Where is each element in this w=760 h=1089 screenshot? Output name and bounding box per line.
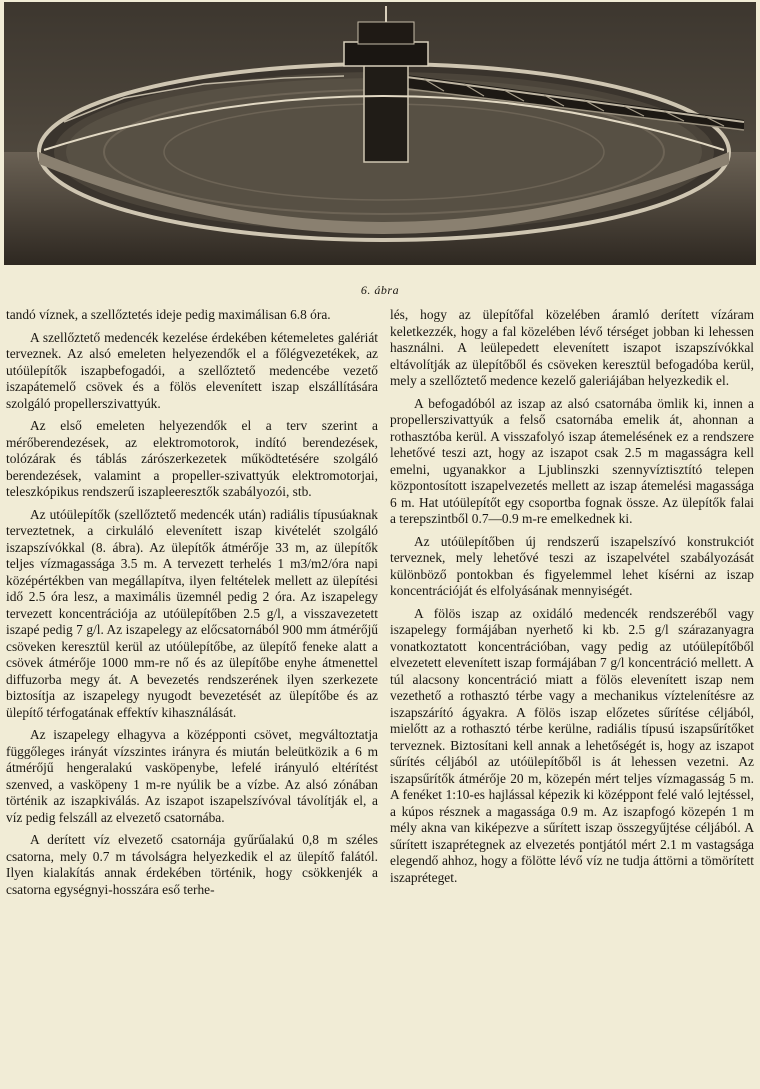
paragraph: lés, hogy az ülepítőfal közelében áramló derített vízáram keletkezzék, hogy a fal közelében lévő térséget jobban ki lehessen használni. A leülepedett elevenített iszapot iszapszívókkal eltávolítják az ülepítőből és csöveken keresztül befogadóba kerül, mely a szellőztető medence kezelő galeriájában helyezkedik el. (390, 307, 754, 388)
paragraph: A befogadóból az iszap az alsó csatornába ömlik ki, innen a propellerszivattyúk a felső csatornába emelik át, ahonnan a rothasztóba kerül. A visszafolyó iszap átemelésének ez a rendszere lehetővé teszi azt, hogy az iszapot csak 2.5 m magasságra kell emelni, ugyanakkor a Ljublinszki szennyvíztisztító telepen központosított iszapelvezetés mellett az iszap átemelési magassága 6 m. Hat utóülepítőt egy csoportba fognak össze. Az ülepítők falai a terepszintből 0.7—0.9 m-re emelkednek ki. (390, 395, 754, 526)
paragraph: Az első emeleten helyezendők el a terv szerint a mérőberendezések, az elektromotorok, indító berendezések, tolózárak és táblás zárószerkezetek működtetésére szolgáló berendezések, valamint a propeller-szivattyúk elektromotorjai, teleszkópikus rendszerű iszapleeresztők szabályozói, stb. (6, 418, 378, 499)
clarifier-photo (4, 2, 756, 265)
paragraph: A derített víz elvezető csatornája gyűrűalakú 0,8 m széles csatorna, mely 0.7 m távolságra helyezkedik el az ülepítő falától. Ilyen kialakítás annak érdekében történik, hogy csökkenjék a csatorna egységnyi-hosszára eső terhe- (6, 832, 378, 897)
paragraph: A szellőztető medencék kezelése érdekében kétemeletes galériát terveznek. Az alsó emeleten helyezendők el a főlégvezetékek, az utóülepítők iszapbefogadói, a szellőztető medencébe vezető iszapátemelő csövek és a fölös elevenített iszap elszállítására szolgáló propellerszivattyúk. (6, 329, 378, 411)
figure-caption: 6. ábra (360, 283, 400, 297)
text-column-right (390, 307, 754, 886)
paragraph: Az utóülepítőben új rendszerű iszapelszívó konstrukciót terveznek, mely lehetővé teszi az iszapelvétel szabályozását különböző pontokban és figyelemmel lehet kísérni az iszap koncentrációját és elfolyásának mennyiségét. (390, 533, 754, 598)
text-column-left (6, 307, 378, 898)
paragraph: tandó víznek, a szellőztetés ideje pedig maximálisan 6.8 óra. (6, 307, 331, 322)
paragraph: Az utóülepítők (szellőztető medencék után) radiális típusúaknak terveztetnek, a cirkuláló elevenített iszap kivételét szolgáló iszapszívókkal (8. ábra). Az ülepítők átmérője 33 m, az ülepítők teljes vízmagassága 3.5 m. A tervezett terhelés 1 m3/m2/óra napi középértékben van megállapítva, ilyen feltételek mellett az ülepítési idő 2.5 óra lesz, a maximális üzemnél pedig 2 óra. Az iszapelegy tervezett koncentrációja az utóülepítőben 2.5 g/l, a visszavezetett iszapé pedig 7 g/l. Az iszapelegy az előcsatornából 900 mm átmérőjű csöveken keresztül kerül az utóülepítőbe, az ülepítő feneke alatt a csövek átmérője 1000 mm-re nő és az ülepítőbe enyhe átmenettel diffuzorba megy át. A bevezetés rendszerének ilyen szerkezete biztosítja az iszapelegy nyugodt bevezetését az ülepítőbe és az ülepítő térfogatának effektív kihasználását. (6, 506, 378, 720)
paragraph: A fölös iszap az oxidáló medencék rendszeréből vagy iszapelegy formájában nyerhető ki kb. 2.5 g/l szárazanyagra vonatkoztatott koncentrációban, vagy pedig az utóülepítőből elvezetett elevenített iszap formájában 7 g/l koncentráció mellett. A túl alacsony koncentráció miatt a fölös elevenített iszap nem vezethető a rothasztó térbe vagy a mechanikus víztelenítésre az iszapszárító ágyakra. A fölös iszap előzetes sűrítése céljából, mielőtt az a rothasztó térbe kerülne, radiális típusú iszapsűrítőket terveznek. Biztosítani kell annak a lehetőségét is, hogy az iszapot sűrítés céljából az utóülepítőből is át lehessen vezetni. Az iszapsűrítők átmérője 20 m, közepén mért teljes vízmagasság 5 m. A fenéket 1:10-es hajlással képezik ki középpont felé való lejtéssel, a kúpos résznek a magassága 0.9 m. Az iszapfogó közepén 1 m mély akna van kiképezve a sűrített iszap összegyűjtése céljából. A sűrített iszaprétegnek az elvezetés pontjától mért 2.1 m vastagsága elegendő ahhoz, hogy a fölötte lévő víz ne tudja áttörni a tömörített iszapréteget. (390, 605, 754, 885)
clarifier-illustration (4, 2, 756, 265)
paragraph: Az iszapelegy elhagyva a középponti csövet, megváltoztatja függőleges irányát vízszintes irányra és miután beleütközik a 6 m átmérőjű hengeralakú vasköpenybe, lefelé irányuló eltérítést szenved, a vasköpeny 1 m-re nyúlik be a vízbe. Az alsó zónában történik az iszapkiválás. Az iszapot iszapelszívóval távolítják el, a víz pedig felszáll az elvezető csatornába. (6, 727, 378, 825)
